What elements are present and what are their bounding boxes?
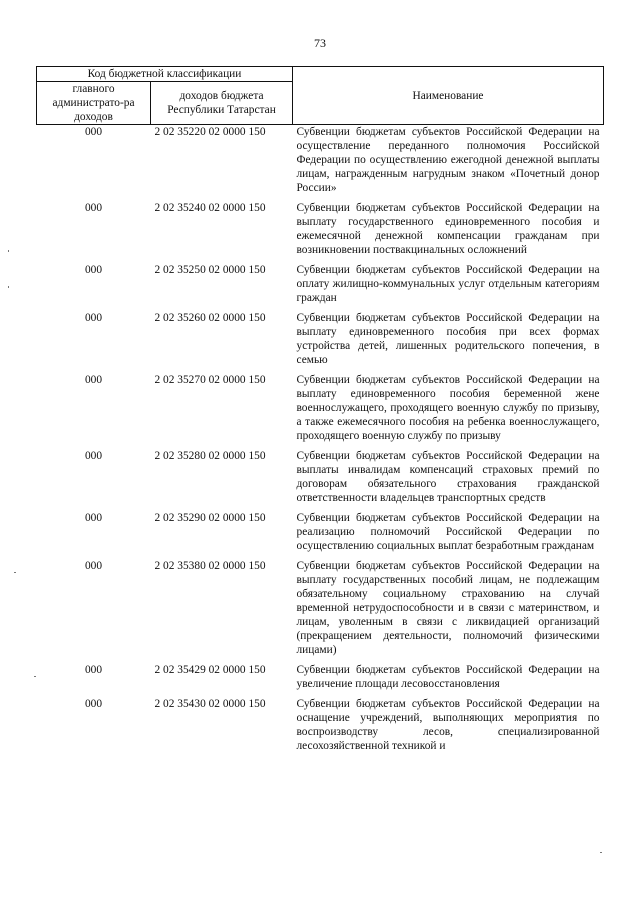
table-row	[37, 697, 604, 759]
admin-code: 000	[84, 202, 103, 214]
page-number: 73	[314, 36, 326, 50]
income-code: 2 02 35430 02 0000 150	[154, 698, 266, 710]
admin-code: 000	[84, 664, 103, 676]
header-name: Наименование	[293, 67, 604, 125]
admin-code: 000	[84, 560, 103, 572]
table-row	[37, 201, 604, 263]
admin-code: 000	[84, 126, 103, 138]
table-row	[37, 511, 604, 559]
table-row	[37, 311, 604, 373]
income-code: 2 02 35220 02 0000 150	[154, 126, 266, 138]
table-row	[37, 125, 604, 202]
income-name: Субвенции бюджетам субъектов Российской Федерации на выплату государственных пособий лицам, не подлежащим обязательному социальному страхованию на случай временной нетрудоспособности и в связи с материнством, и лицам, уволенным в связи с ликвидацией организаций (прекращением деятельности, полномочий физическими лицами)	[296, 560, 600, 656]
income-name: Субвенции бюджетам субъектов Российской Федерации на выплату единовременного пособия при всех формах устройства детей, лишенных родительского попечения, в семью	[296, 312, 600, 366]
income-name: Субвенции бюджетам субъектов Российской Федерации на выплату единовременного пособия беременной жене военнослужащего, проходящего военную службу по призыву, а также ежемесячного пособия на ребенка военнослужащего, проходящего военную службу по призыву	[296, 374, 600, 442]
admin-code: 000	[84, 698, 103, 710]
income-code: 2 02 35380 02 0000 150	[154, 560, 266, 572]
scan-speck	[8, 250, 9, 252]
scan-speck	[600, 852, 602, 853]
income-name: Субвенции бюджетам субъектов Российской Федерации на увеличение площади лесовосстановления	[296, 664, 600, 690]
table-row	[37, 449, 604, 511]
income-name: Субвенции бюджетам субъектов Российской Федерации на оснащение учреждений, выполняющих мероприятия по воспроизводству лесов, специализированной лесохозяйственной техникой и	[296, 698, 600, 752]
table-row	[37, 263, 604, 311]
budget-classification-table	[36, 66, 604, 759]
admin-code: 000	[84, 264, 103, 276]
income-name: Субвенции бюджетам субъектов Российской Федерации на осуществление переданного полномочия Российской Федерации по осуществлению ежегодной денежной выплаты лицам, награжденным нагрудным знаком «Почетный донор России»	[296, 126, 600, 194]
admin-code: 000	[84, 312, 103, 324]
header-classification-code: Код бюджетной классификации	[37, 67, 293, 82]
income-code: 2 02 35250 02 0000 150	[154, 264, 266, 276]
income-code: 2 02 35290 02 0000 150	[154, 512, 266, 524]
admin-code: 000	[84, 450, 103, 462]
scan-speck	[34, 676, 36, 677]
admin-code: 000	[84, 374, 103, 386]
table-row	[37, 559, 604, 663]
scan-speck	[14, 572, 16, 573]
income-code: 2 02 35240 02 0000 150	[154, 202, 266, 214]
header-income-code: доходов бюджета Республики Татарстан	[151, 82, 293, 125]
income-name: Субвенции бюджетам субъектов Российской Федерации на выплаты инвалидам компенсаций страховых премий по договорам обязательного страхования гражданской ответственности владельцев транспортных средств	[296, 450, 600, 504]
income-code: 2 02 35280 02 0000 150	[154, 450, 266, 462]
admin-code: 000	[84, 512, 103, 524]
income-code: 2 02 35429 02 0000 150	[154, 664, 266, 676]
scan-speck	[8, 286, 9, 288]
table-row	[37, 663, 604, 697]
header-admin: главного администрато-ра доходов	[37, 82, 151, 125]
table-row	[37, 373, 604, 449]
income-code: 2 02 35270 02 0000 150	[154, 374, 266, 386]
income-name: Субвенции бюджетам субъектов Российской Федерации на оплату жилищно-коммунальных услуг отдельным категориям граждан	[296, 264, 600, 304]
income-name: Субвенции бюджетам субъектов Российской Федерации на выплату государственного единовременного пособия и ежемесячной денежной компенсации гражданам при возникновении поствакцинальных осложнений	[296, 202, 600, 256]
income-code: 2 02 35260 02 0000 150	[154, 312, 266, 324]
income-name: Субвенции бюджетам субъектов Российской Федерации на реализацию полномочий Российской Федерации по осуществлению социальных выплат безработным гражданам	[296, 512, 600, 552]
